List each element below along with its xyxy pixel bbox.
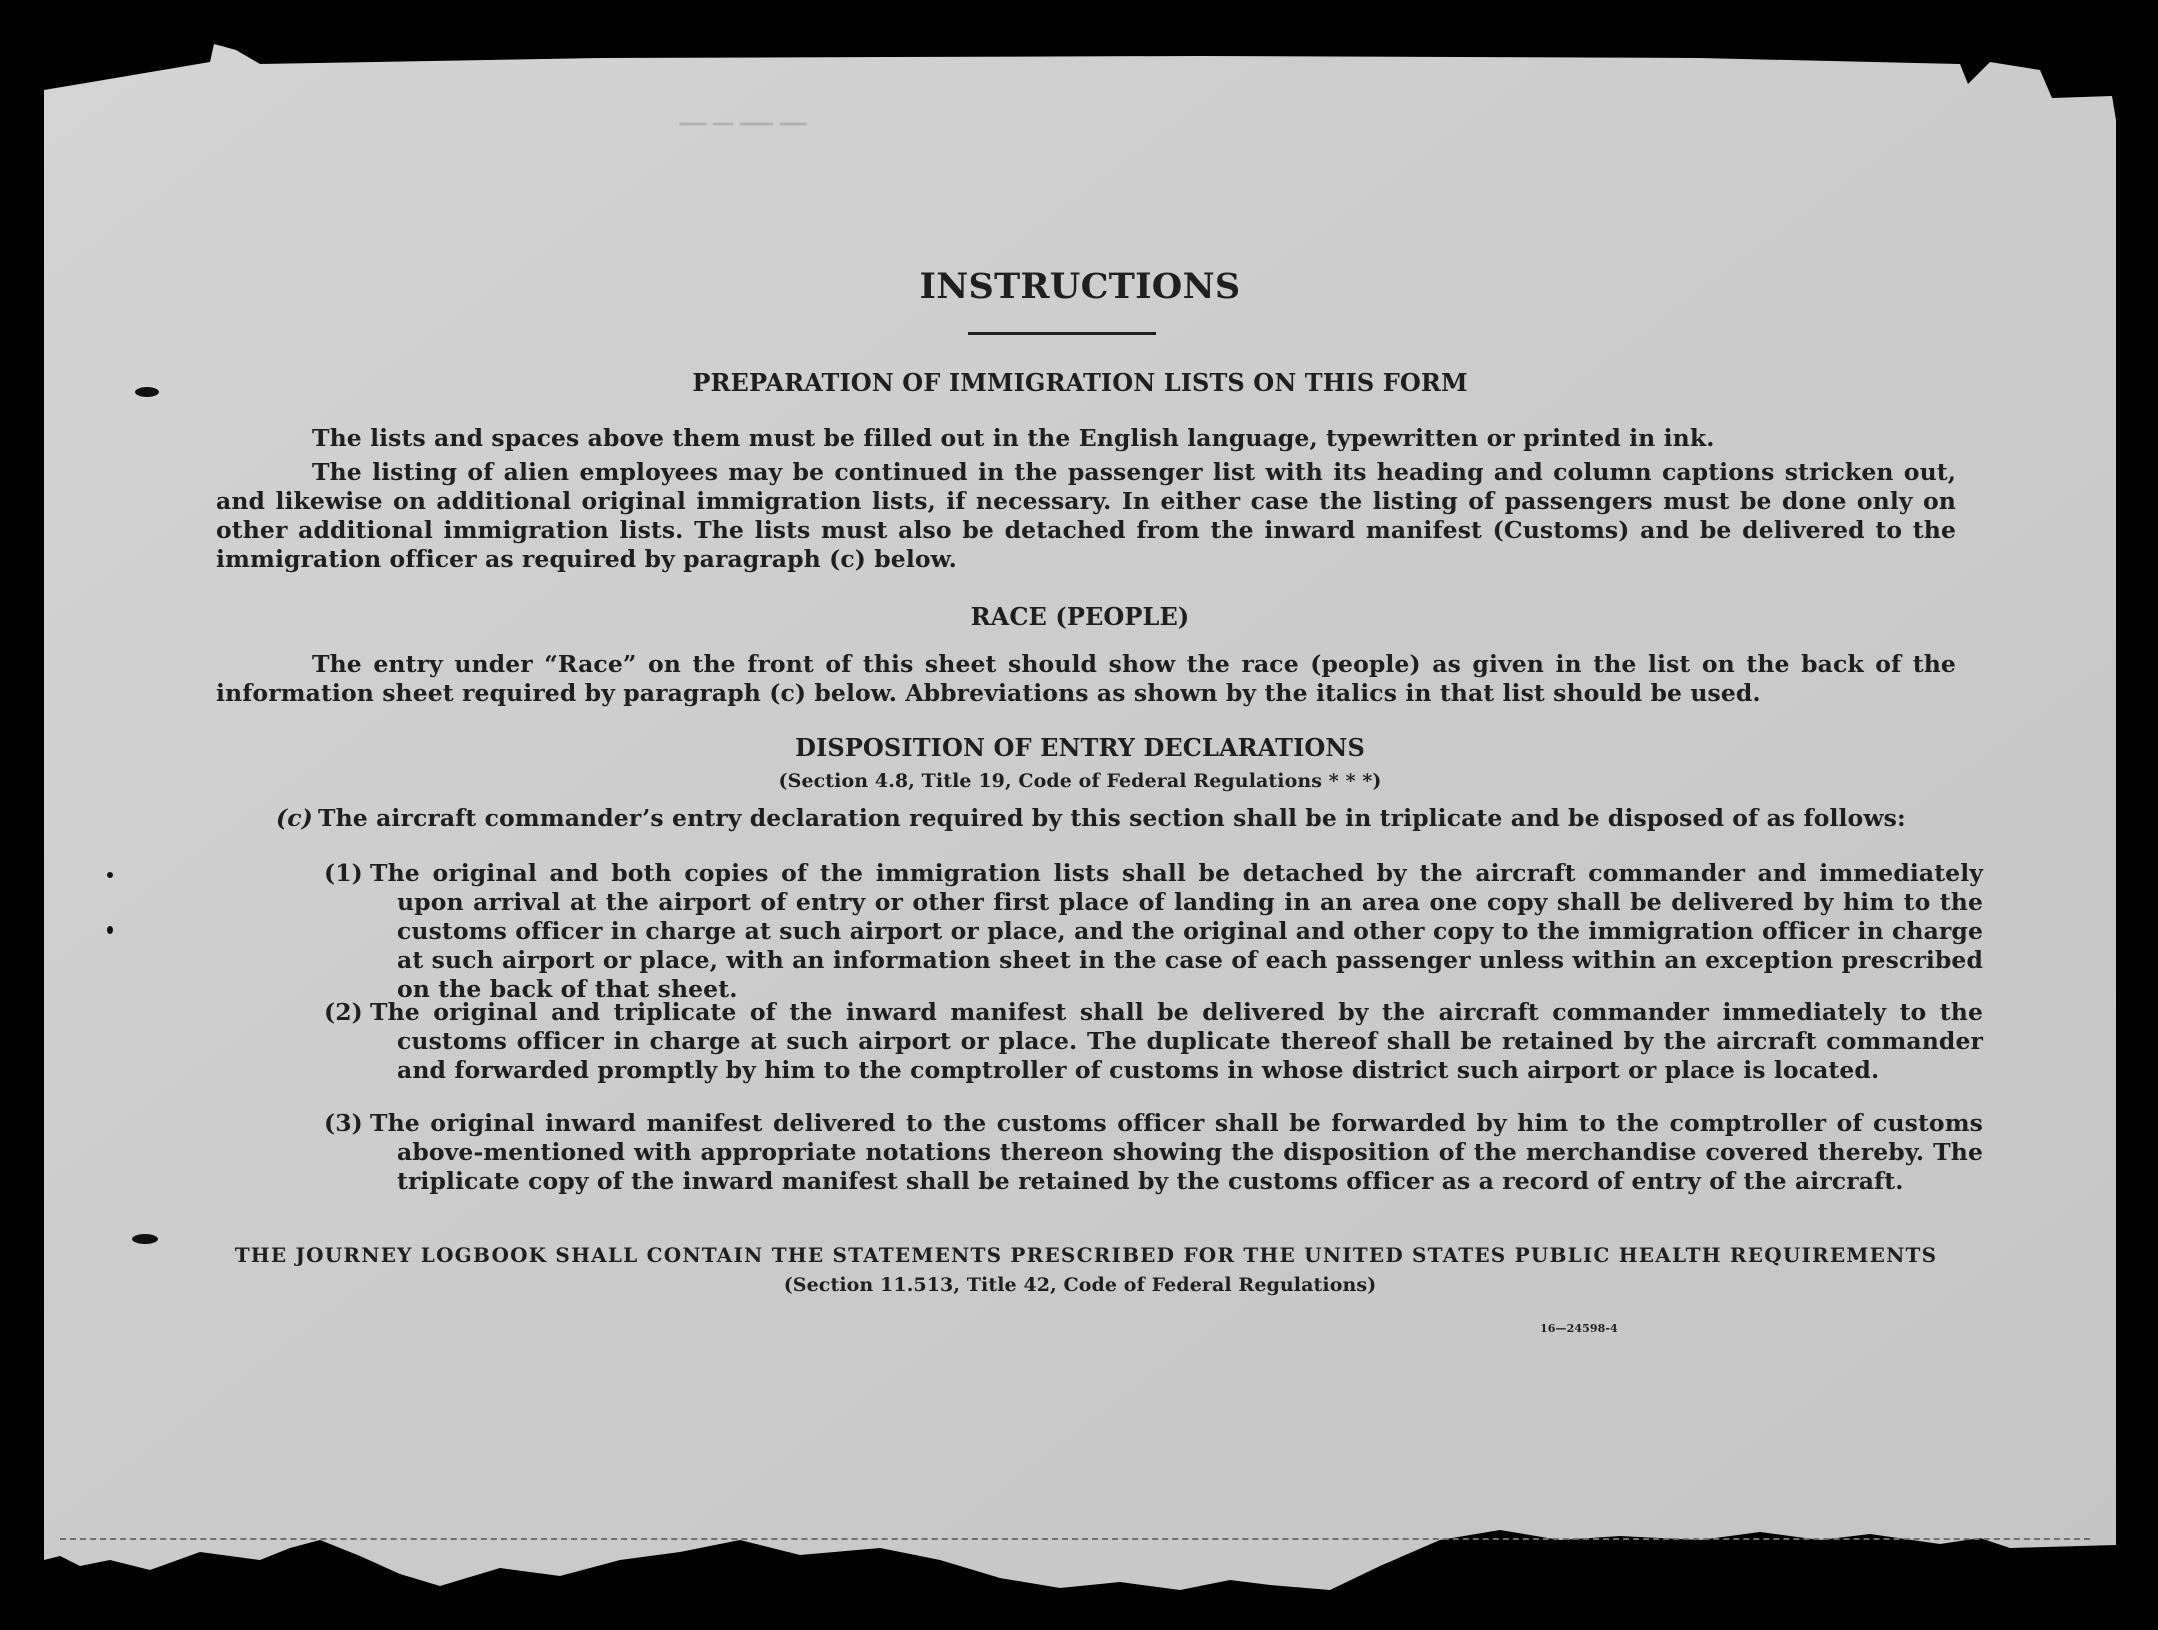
- section-heading-race: RACE (PEOPLE): [970, 602, 1190, 631]
- paragraph-race: The entry under “Race” on the front of this sheet should show the race (people) as given in the list on the back of the information sheet required by paragraph (c) below. Abbreviations as shown by the italics in that list should be used.: [216, 650, 1956, 707]
- item-3-text: The original inward manifest delivered to the customs officer shall be forwarded by him to the comptroller of customs above-mentioned with appropriate notations thereon showing the disposition of the merchandise covered thereby. The triplicate copy of the inward manifest shall be retained by the customs officer as a record of entry of the aircraft.: [370, 1109, 1983, 1195]
- paragraph-c-text: The aircraft commander’s entry declaration required by this section shall be in triplicate and be disposed of as follows:: [318, 804, 1906, 832]
- title-underline: [968, 332, 1156, 335]
- margin-mark: [135, 387, 159, 397]
- disposition-citation: (Section 4.8, Title 19, Code of Federal Regulations * * *): [778, 770, 1382, 792]
- margin-mark: [132, 1234, 158, 1244]
- footer-citation: (Section 11.513, Title 42, Code of Federal Regulations): [783, 1274, 1377, 1296]
- item-1-label: (1): [324, 859, 363, 887]
- item-1-text: The original and both copies of the immigration lists shall be detached by the aircraft commander and immediately upon arrival at the airport of entry or other first place of landing in an area one copy shall be delivered by him to the customs officer in charge at such airport or place, and the original and other copy to the immigration officer in charge at such airport or place, with an information sheet in the case of each passenger unless within an exception prescribed on the back of that sheet.: [370, 859, 1983, 1003]
- perforation-line: [60, 1538, 2090, 1540]
- section-heading-preparation: PREPARATION OF IMMIGRATION LISTS ON THIS FORM: [692, 368, 1468, 397]
- item-2-text: The original and triplicate of the inward manifest shall be delivered by the aircraft commander immediately to the customs officer in charge at such airport or place. The duplicate thereof shall be retained by the aircraft commander and forwarded promptly by him to the comptroller of customs in whose district such airport or place is located.: [370, 998, 1983, 1084]
- margin-mark: [107, 926, 113, 934]
- item-2-label: (2): [324, 998, 363, 1026]
- section-heading-disposition: DISPOSITION OF ENTRY DECLARATIONS: [795, 733, 1365, 762]
- footer-caption: THE JOURNEY LOGBOOK SHALL CONTAIN THE STATEMENTS PRESCRIBED FOR THE UNITED STATES PUBLIC HEALTH REQUIREMENTS: [234, 1243, 1938, 1267]
- margin-mark: [107, 872, 113, 878]
- document-page: [40, 60, 2120, 1570]
- item-3-label: (3): [324, 1109, 363, 1137]
- bleed-through-text: ــــ ـــ ـــــ ــــ: [680, 105, 807, 131]
- paragraph-preparation-1: The lists and spaces above them must be filled out in the English language, typewritten or printed in ink.: [312, 424, 1715, 452]
- paragraph-preparation-2: The listing of alien employees may be continued in the passenger list with its heading and column captions stricken out, and likewise on additional original immigration lists, if necessary. In either case the listing of passengers must be done only on other additional immigration lists. The lists must also be detached from the inward manifest (Customs) and be delivered to the immigration officer as required by paragraph (c) below.: [216, 458, 1956, 573]
- paragraph-c-label: (c): [276, 804, 313, 832]
- page-title: INSTRUCTIONS: [919, 266, 1241, 307]
- form-number: 16—24598-4: [1540, 1322, 1618, 1335]
